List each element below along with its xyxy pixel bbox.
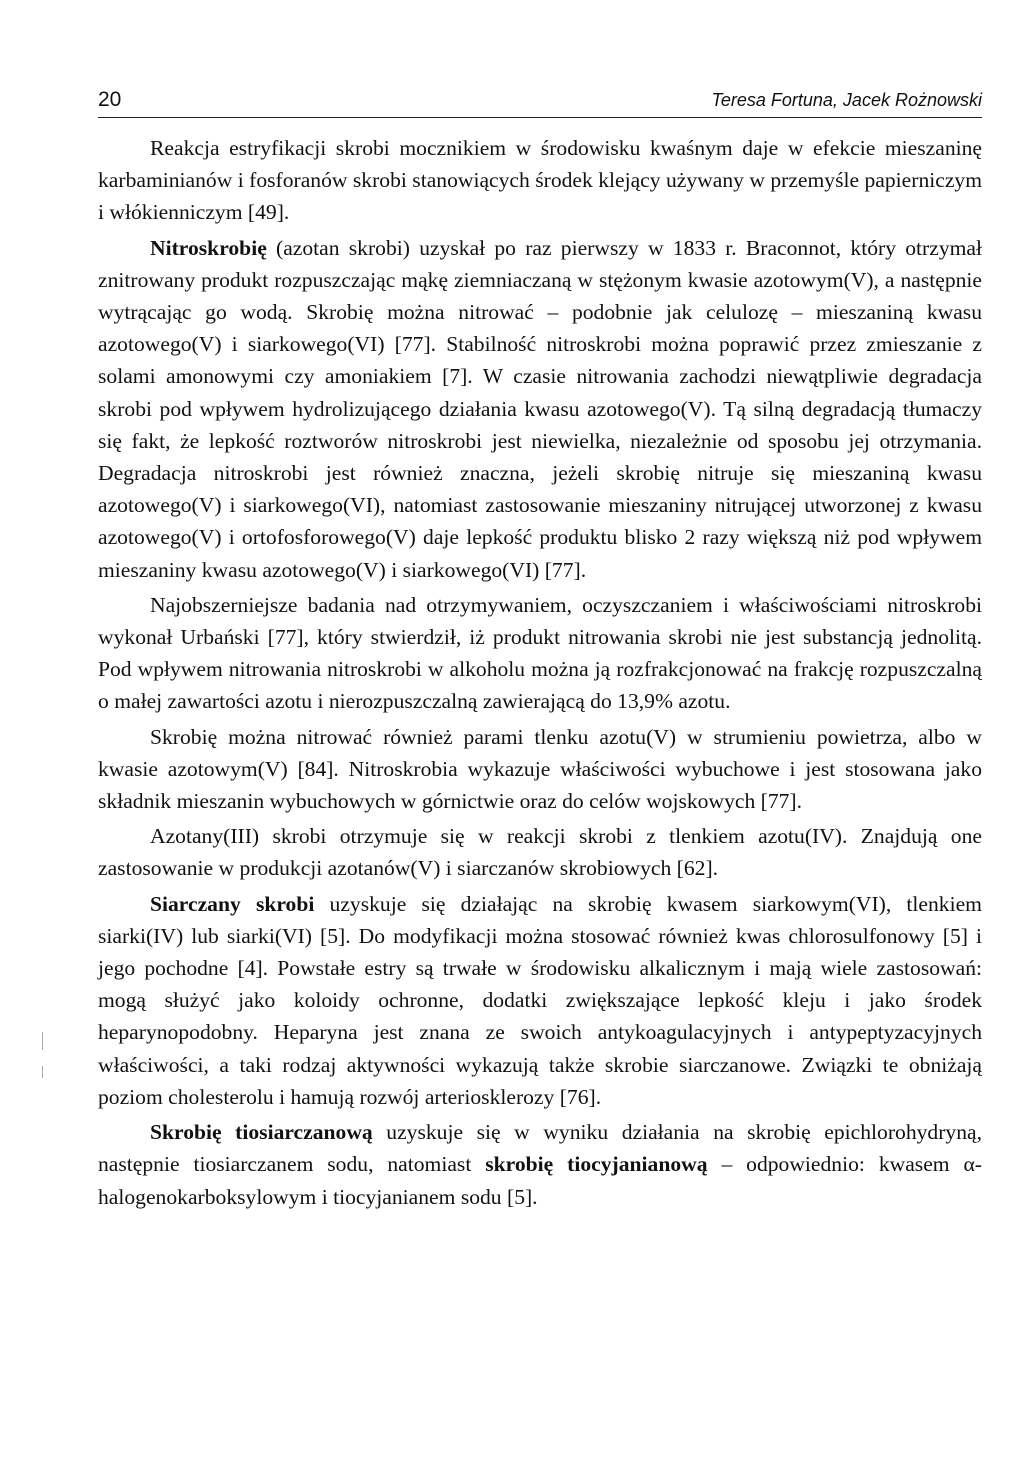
text-run: Reakcja estryfikacji skrobi mocznikiem w środowisku kwaśnym daje w efekcie mieszaninę karbaminianów i fosforanów skrobi stanowiących środek klejący używany w przemyśle papierniczym i włókienniczym [49].: [98, 136, 982, 225]
paragraph: [98, 721, 982, 818]
paragraph: [98, 888, 982, 1113]
text-run: uzyskuje się działając na skrobię kwasem siarkowym(VI), tlenkiem siarki(IV) lub siarki(VI) [5]. Do modyfikacji można stosować również kwas chlorosulfonowy [5] i jego pochodne [4]. Powstałe estry są trwałe w środowisku alkalicznym i mają wiele zastosowań: mogą służyć jako koloidy ochronne, dodatki zwiększające lepkość kleju i jako środek heparynopodobny. Heparyna jest znana ze swoich antykoagulacyjnych i antypeptyzacyjnych właściwości, a taki rodzaj aktywności wykazują także skrobie siarczanowe. Związki te obniżają poziom cholesterolu i hamują rozwój arteriosklerozy [76].: [98, 891, 982, 1109]
page-header: [98, 88, 982, 118]
scan-margin-mark: [42, 1032, 43, 1050]
scan-margin-mark: [42, 1066, 43, 1078]
body-text: [98, 132, 982, 1216]
paragraph: [98, 1116, 982, 1213]
text-run: uzyskuje się w wyniku działania na skrobię epichlorohydryną, następnie tiosiarczanem sodu, natomiast: [98, 1120, 982, 1177]
paragraph: [98, 589, 982, 718]
bold-term: Siarczany skrobi: [150, 891, 315, 916]
running-head-authors: Teresa Fortuna, Jacek Rożnowski: [711, 90, 982, 110]
text-run: Najobszerniejsze badania nad otrzymywaniem, oczyszczaniem i właściwościami nitroskrobi wykonał Urbański [77], który stwierdził, iż produkt nitrowania skrobi nie jest substancją jednolitą. Pod wpływem nitrowania nitroskrobi w alkoholu można ją rozfrakcjonować na frakcję rozpuszczalną o małej zawartości azotu i nierozpuszczalną zawierającą do 13,9% azotu.: [98, 592, 982, 714]
bold-term: Nitroskrobię: [150, 235, 267, 260]
bold-term: skrobię tiocyjanianową: [485, 1152, 708, 1177]
text-run: Azotany(III) skrobi otrzymuje się w reakcji skrobi z tlenkiem azotu(IV). Znajdują one zastosowanie w produkcji azotanów(V) i siarczanów skrobiowych [62].: [98, 824, 982, 881]
paragraph: [98, 820, 982, 884]
header-rule: [98, 117, 982, 118]
text-run: – odpowiednio: kwasem α-halogenokarboksylowym i tiocyjanianem sodu [5].: [98, 1152, 982, 1209]
text-run: Skrobię można nitrować również parami tlenku azotu(V) w strumieniu powietrza, albo w kwasie azotowym(V) [84]. Nitroskrobia wykazuje właściwości wybuchowe i jest stosowana jako składnik mieszanin wybuchowych w górnictwie oraz do celów wojskowych [77].: [98, 724, 982, 814]
text-run: (azotan skrobi) uzyskał po raz pierwszy w 1833 r. Braconnot, który otrzymał znitrowany produkt rozpuszczając mąkę ziemniaczaną w stężonym kwasie azotowym(V), a następnie wytrącając go wodą. Skrobię można nitrować – podobnie jak celulozę – mieszaniną kwasu azotowego(V) i siarkowego(VI) [77]. Stabilność nitroskrobi można poprawić przez zmieszanie z solami amonowymi czy amoniakiem [7]. W czasie nitrowania zachodzi niewątpliwie degradacja skrobi pod wpływem hydrolizującego działania kwasu azotowego(V). Tą silną degradacją tłumaczy się fakt, że lepkość roztworów nitroskrobi jest niewielka, niezależnie od sposobu jej otrzymania. Degradacja nitroskrobi jest również znaczna, jeżeli skrobię nitruje się mieszaniną kwasu azotowego(V) i siarkowego(VI), natomiast zastosowanie mieszaniny nitrującej utworzonej z kwasu azotowego(V) i ortofosforowego(V) daje lepkość produktu blisko 2 razy większą niż pod wpływem mieszaniny kwasu azotowego(V) i siarkowego(VI) [77].: [98, 235, 982, 582]
bold-term: Skrobię tiosiarczanową: [150, 1120, 373, 1145]
paragraph: [98, 132, 982, 229]
page-number: 20: [98, 88, 122, 111]
paragraph: [98, 232, 982, 586]
